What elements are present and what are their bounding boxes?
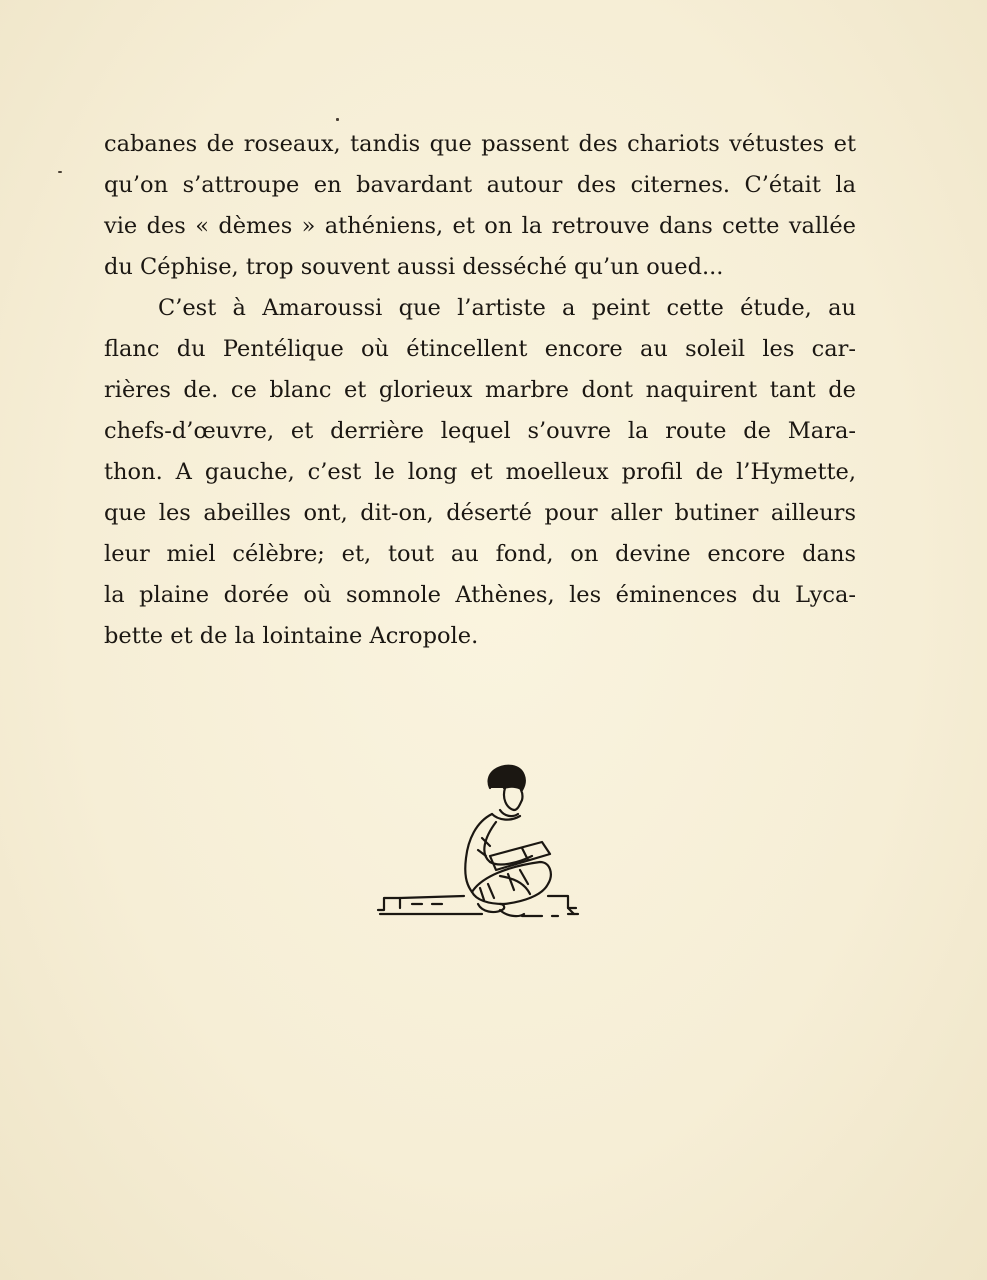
text-line: chefs-d’œuvre, et derrière lequel s’ouvre la route de Mara-: [104, 418, 856, 444]
text-line: bette et de la lointaine Acropole.: [104, 623, 479, 649]
text-line: que les abeilles ont, dit-on, déserté pour aller butiner ailleurs: [104, 500, 856, 526]
text-line: du Céphise, trop souvent aussi desséché qu’un oued...: [104, 254, 724, 280]
text-line: C’est à Amaroussi que l’artiste a peint cette étude, au: [158, 295, 856, 321]
text-line: flanc du Pentélique où étincellent encore au soleil les car-: [104, 336, 856, 362]
text-line: la plaine dorée où somnole Athènes, les éminences du Lyca-: [104, 582, 856, 608]
text-line: thon. A gauche, c’est le long et moelleux profil de l’Hymette,: [104, 459, 856, 485]
text-line: cabanes de roseaux, tandis que passent des chariots vétustes et: [104, 131, 856, 157]
text-line: vie des « dèmes » athéniens, et on la retrouve dans cette vallée: [104, 213, 856, 239]
seated-woman-reading-illustration: [372, 758, 592, 928]
text-line: leur miel célèbre; et, tout au fond, on devine encore dans: [104, 541, 856, 567]
body-text: [104, 124, 856, 657]
ink-speck: [336, 118, 339, 121]
ink-speck: [58, 171, 62, 173]
text-line: qu’on s’attroupe en bavardant autour des citernes. C’était la: [104, 172, 856, 198]
text-line: rières de. ce blanc et glorieux marbre dont naquirent tant de: [104, 377, 856, 403]
